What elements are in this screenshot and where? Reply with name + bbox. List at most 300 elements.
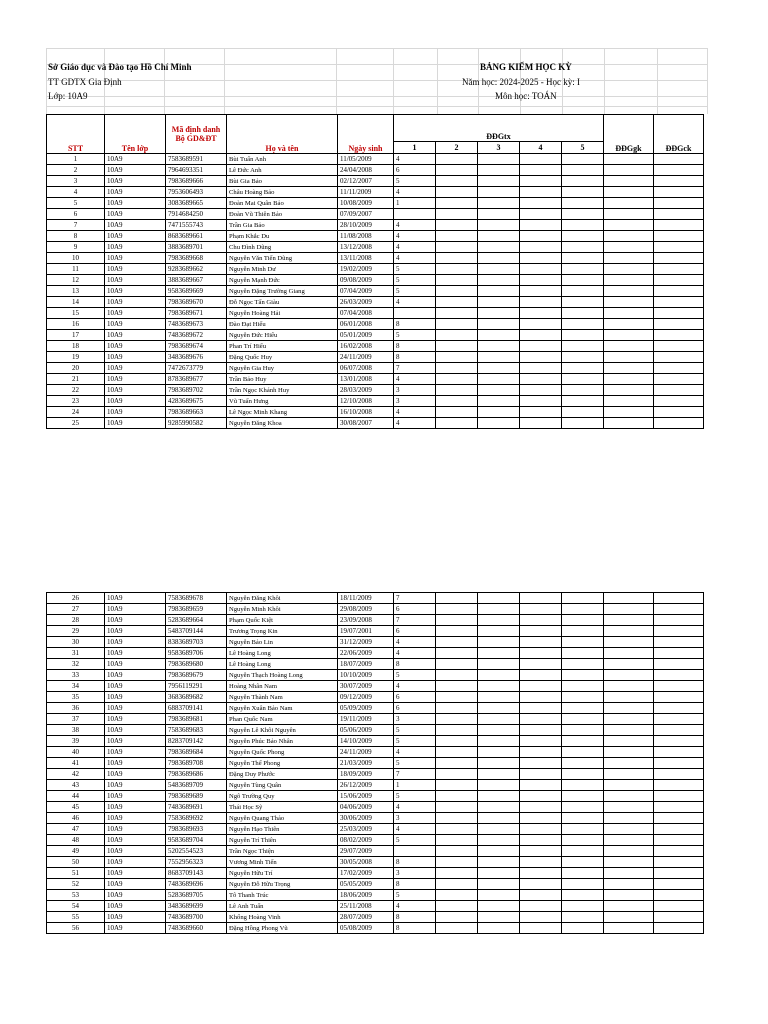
id-cell: 5283689705 (166, 890, 227, 901)
class-cell: 10A9 (105, 670, 166, 681)
ddgck-cell (654, 912, 704, 923)
id-cell: 7983689674 (166, 341, 227, 352)
score-3-cell (478, 154, 520, 165)
score-5-cell (562, 176, 604, 187)
score-1-cell: 4 (394, 681, 436, 692)
score-5-cell (562, 923, 604, 934)
stt-cell: 9 (47, 242, 105, 253)
dob-cell: 19/07/2001 (338, 626, 394, 637)
score-5-cell (562, 604, 604, 615)
score-2-cell (436, 374, 478, 385)
stt-cell: 38 (47, 725, 105, 736)
score-4-cell (520, 670, 562, 681)
name-cell: Nguyễn Gia Huy (227, 363, 338, 374)
score-1-cell: 7 (394, 363, 436, 374)
score-5-cell (562, 912, 604, 923)
name-cell: Chu Đình Dũng (227, 242, 338, 253)
score-1-cell: 5 (394, 176, 436, 187)
score-1-cell: 3 (394, 396, 436, 407)
ddggk-cell (604, 769, 654, 780)
score-2-cell (436, 341, 478, 352)
id-cell: 7983689670 (166, 297, 227, 308)
score-2-cell (436, 264, 478, 275)
stt-cell: 43 (47, 780, 105, 791)
score-1-cell: 8 (394, 341, 436, 352)
score-4-cell (520, 275, 562, 286)
score-3-cell (478, 912, 520, 923)
score-3-cell (478, 407, 520, 418)
stt-cell: 55 (47, 912, 105, 923)
score-5-cell (562, 802, 604, 813)
score-3-cell (478, 396, 520, 407)
dob-cell: 11/11/2009 (338, 187, 394, 198)
table-row (47, 879, 704, 890)
table-row (47, 330, 704, 341)
student-table-page-2 (46, 592, 704, 934)
score-5-cell (562, 846, 604, 857)
class-cell: 10A9 (105, 264, 166, 275)
score-4-cell (520, 824, 562, 835)
score-4-cell (520, 725, 562, 736)
class-cell: 10A9 (105, 637, 166, 648)
dob-cell: 02/12/2007 (338, 176, 394, 187)
score-4-cell (520, 176, 562, 187)
id-cell: 3483689699 (166, 901, 227, 912)
score-4-cell (520, 154, 562, 165)
ddggk-cell (604, 341, 654, 352)
score-1-cell: 3 (394, 868, 436, 879)
id-cell: 4283689675 (166, 396, 227, 407)
dob-cell: 05/06/2009 (338, 725, 394, 736)
stt-cell: 46 (47, 813, 105, 824)
stt-cell: 4 (47, 187, 105, 198)
table-row (47, 736, 704, 747)
score-2-cell (436, 154, 478, 165)
name-cell: Phạm Quốc Kiệt (227, 615, 338, 626)
score-4-cell (520, 802, 562, 813)
subject-label: Môn học: TOÁN (495, 91, 557, 101)
name-cell: Đoàn Vũ Thiên Bảo (227, 209, 338, 220)
stt-cell: 52 (47, 879, 105, 890)
score-4-cell (520, 901, 562, 912)
sheet-gridlines (46, 48, 707, 114)
score-4-cell (520, 286, 562, 297)
score-1-cell (394, 209, 436, 220)
score-3-cell (478, 264, 520, 275)
dob-cell: 29/08/2009 (338, 604, 394, 615)
ddggk-cell (604, 681, 654, 692)
name-cell: Nguyễn Minh Khôi (227, 604, 338, 615)
score-1-cell: 1 (394, 780, 436, 791)
id-cell: 7983689668 (166, 253, 227, 264)
score-1-cell: 6 (394, 692, 436, 703)
ddgck-cell (654, 275, 704, 286)
score-2-cell (436, 681, 478, 692)
score-2-cell (436, 593, 478, 604)
ddgck-cell (654, 165, 704, 176)
ddggk-cell (604, 308, 654, 319)
dob-cell: 06/07/2008 (338, 363, 394, 374)
score-1-cell: 3 (394, 714, 436, 725)
dob-cell: 15/06/2009 (338, 791, 394, 802)
ddggk-cell (604, 418, 654, 429)
stt-cell: 39 (47, 736, 105, 747)
score-5-cell (562, 736, 604, 747)
score-2-cell (436, 330, 478, 341)
name-cell: Bùi Tuấn Anh (227, 154, 338, 165)
name-cell: Nguyễn Thạch Hoàng Long (227, 670, 338, 681)
score-2-cell (436, 385, 478, 396)
score-5-cell (562, 879, 604, 890)
ddggk-cell (604, 912, 654, 923)
table-row (47, 198, 704, 209)
center-name: TT GDTX Gia Định (48, 77, 122, 87)
score-4-cell (520, 330, 562, 341)
score-2-cell (436, 769, 478, 780)
ddggk-cell (604, 648, 654, 659)
table-row (47, 176, 704, 187)
name-cell: Tô Thanh Trúc (227, 890, 338, 901)
ddgck-cell (654, 769, 704, 780)
dob-cell: 30/07/2009 (338, 681, 394, 692)
score-1-cell: 4 (394, 242, 436, 253)
class-cell: 10A9 (105, 703, 166, 714)
table-row (47, 868, 704, 879)
score-1-cell: 5 (394, 286, 436, 297)
score-1-cell: 5 (394, 835, 436, 846)
score-5-cell (562, 396, 604, 407)
score-2-cell (436, 220, 478, 231)
score-1-cell: 5 (394, 330, 436, 341)
score-3-cell (478, 703, 520, 714)
table-row (47, 758, 704, 769)
score-2-cell (436, 418, 478, 429)
id-cell: 7583689683 (166, 725, 227, 736)
score-4-cell (520, 747, 562, 758)
table-row (47, 901, 704, 912)
score-4-cell (520, 857, 562, 868)
score-2-cell (436, 165, 478, 176)
score-5-cell (562, 659, 604, 670)
name-cell: Nguyễn Phúc Bảo Nhân (227, 736, 338, 747)
dob-cell: 28/07/2009 (338, 912, 394, 923)
score-5-cell (562, 308, 604, 319)
table-row (47, 725, 704, 736)
id-cell: 6883709141 (166, 703, 227, 714)
school-year: Năm học: 2024-2025 - Học kỳ: I (462, 77, 580, 87)
score-1-cell: 4 (394, 637, 436, 648)
score-4-cell (520, 209, 562, 220)
class-cell: 10A9 (105, 615, 166, 626)
ddgck-cell (654, 242, 704, 253)
score-5-cell (562, 703, 604, 714)
ddggk-cell (604, 385, 654, 396)
col-ddgtx: ĐĐGtx (394, 115, 604, 142)
score-3-cell (478, 769, 520, 780)
score-3-cell (478, 385, 520, 396)
ddggk-cell (604, 297, 654, 308)
score-4-cell (520, 714, 562, 725)
table-row (47, 220, 704, 231)
id-cell: 7483689673 (166, 319, 227, 330)
table-row (47, 824, 704, 835)
stt-cell: 12 (47, 275, 105, 286)
stt-cell: 10 (47, 253, 105, 264)
score-4-cell (520, 835, 562, 846)
score-2-cell (436, 231, 478, 242)
score-3-cell (478, 835, 520, 846)
table-row (47, 923, 704, 934)
score-2-cell (436, 923, 478, 934)
score-3-cell (478, 637, 520, 648)
stt-cell: 47 (47, 824, 105, 835)
dob-cell: 28/03/2009 (338, 385, 394, 396)
name-cell: Nguyễn Thành Nam (227, 692, 338, 703)
class-cell: 10A9 (105, 154, 166, 165)
score-5-cell (562, 264, 604, 275)
score-5-cell (562, 615, 604, 626)
table-row (47, 604, 704, 615)
stt-cell: 15 (47, 308, 105, 319)
score-5-cell (562, 286, 604, 297)
name-cell: Nguyễn Hạo Thiên (227, 824, 338, 835)
stt-cell: 17 (47, 330, 105, 341)
ddgck-cell (654, 319, 704, 330)
table-row (47, 593, 704, 604)
table-row (47, 780, 704, 791)
score-1-cell: 5 (394, 264, 436, 275)
score-1-cell: 4 (394, 648, 436, 659)
score-5-cell (562, 780, 604, 791)
name-cell: Nguyễn Đăng Khoa (227, 418, 338, 429)
dob-cell: 10/10/2009 (338, 670, 394, 681)
ddggk-cell (604, 890, 654, 901)
ddggk-cell (604, 275, 654, 286)
ddgck-cell (654, 407, 704, 418)
id-cell: 9583689704 (166, 835, 227, 846)
table-row (47, 692, 704, 703)
stt-cell: 31 (47, 648, 105, 659)
score-3-cell (478, 231, 520, 242)
score-5-cell (562, 835, 604, 846)
score-3-cell (478, 253, 520, 264)
name-cell: Nguyễn Đăng Khôi (227, 593, 338, 604)
table-row (47, 187, 704, 198)
class-cell: 10A9 (105, 802, 166, 813)
ddgck-cell (654, 352, 704, 363)
name-cell: Nguyễn Trí Thiên (227, 835, 338, 846)
score-4-cell (520, 615, 562, 626)
dob-cell: 29/07/2009 (338, 846, 394, 857)
stt-cell: 3 (47, 176, 105, 187)
name-cell: Phan Quốc Nam (227, 714, 338, 725)
ddgck-cell (654, 923, 704, 934)
dob-cell: 05/01/2009 (338, 330, 394, 341)
score-3-cell (478, 352, 520, 363)
name-cell: Lê Ngọc Minh Khang (227, 407, 338, 418)
score-1-cell: 4 (394, 802, 436, 813)
table-row (47, 407, 704, 418)
score-4-cell (520, 681, 562, 692)
score-5-cell (562, 725, 604, 736)
score-4-cell (520, 736, 562, 747)
ddggk-cell (604, 802, 654, 813)
score-3-cell (478, 363, 520, 374)
score-1-cell: 4 (394, 901, 436, 912)
ddggk-cell (604, 725, 654, 736)
score-4-cell (520, 319, 562, 330)
class-cell: 10A9 (105, 407, 166, 418)
dob-cell: 17/02/2009 (338, 868, 394, 879)
score-1-cell: 4 (394, 154, 436, 165)
score-5-cell (562, 242, 604, 253)
name-cell: Nguyễn Quang Thảo (227, 813, 338, 824)
stt-cell: 5 (47, 198, 105, 209)
score-3-cell (478, 308, 520, 319)
table-row (47, 275, 704, 286)
score-2-cell (436, 857, 478, 868)
name-cell: Lê Hoàng Long (227, 659, 338, 670)
score-2-cell (436, 725, 478, 736)
score-4-cell (520, 648, 562, 659)
ddgck-cell (654, 659, 704, 670)
dob-cell: 07/04/2009 (338, 286, 394, 297)
ddggk-cell (604, 626, 654, 637)
id-cell: 7483689700 (166, 912, 227, 923)
dob-cell: 05/05/2009 (338, 879, 394, 890)
score-5-cell (562, 692, 604, 703)
class-cell: 10A9 (105, 275, 166, 286)
score-3-cell (478, 879, 520, 890)
ddgck-cell (654, 615, 704, 626)
class-cell: 10A9 (105, 209, 166, 220)
score-4-cell (520, 626, 562, 637)
score-2-cell (436, 253, 478, 264)
score-4-cell (520, 692, 562, 703)
id-cell: 3083689665 (166, 198, 227, 209)
score-3-cell (478, 791, 520, 802)
table-row (47, 352, 704, 363)
table-row (47, 835, 704, 846)
id-cell: 7983689686 (166, 769, 227, 780)
col-stt: STT (47, 115, 105, 154)
score-1-cell: 5 (394, 725, 436, 736)
table-row (47, 253, 704, 264)
class-cell: 10A9 (105, 890, 166, 901)
score-2-cell (436, 187, 478, 198)
score-4-cell (520, 165, 562, 176)
score-2-cell (436, 791, 478, 802)
score-2-cell (436, 714, 478, 725)
score-3-cell (478, 868, 520, 879)
id-cell: 3683689682 (166, 692, 227, 703)
id-cell: 5283689664 (166, 615, 227, 626)
score-3-cell (478, 670, 520, 681)
table-row (47, 231, 704, 242)
ddggk-cell (604, 604, 654, 615)
score-5-cell (562, 297, 604, 308)
dob-cell: 10/08/2009 (338, 198, 394, 209)
score-4-cell (520, 813, 562, 824)
score-3-cell (478, 593, 520, 604)
ddgck-cell (654, 176, 704, 187)
stt-cell: 51 (47, 868, 105, 879)
score-3-cell (478, 890, 520, 901)
stt-cell: 36 (47, 703, 105, 714)
ddggk-cell (604, 319, 654, 330)
score-1-cell: 5 (394, 758, 436, 769)
id-cell: 9583689669 (166, 286, 227, 297)
score-2-cell (436, 802, 478, 813)
id-cell: 7953606493 (166, 187, 227, 198)
dob-cell: 25/11/2008 (338, 901, 394, 912)
score-1-cell: 5 (394, 736, 436, 747)
ddgck-cell (654, 604, 704, 615)
score-5-cell (562, 758, 604, 769)
ddggk-cell (604, 264, 654, 275)
score-1-cell: 5 (394, 275, 436, 286)
score-5-cell (562, 165, 604, 176)
id-cell: 8683709143 (166, 868, 227, 879)
ddggk-cell (604, 659, 654, 670)
ddgck-cell (654, 846, 704, 857)
class-cell: 10A9 (105, 813, 166, 824)
table-row (47, 747, 704, 758)
class-cell: 10A9 (105, 758, 166, 769)
id-cell: 7983689693 (166, 824, 227, 835)
stt-cell: 27 (47, 604, 105, 615)
score-4-cell (520, 604, 562, 615)
ddgck-cell (654, 670, 704, 681)
class-cell: 10A9 (105, 692, 166, 703)
ddgck-cell (654, 868, 704, 879)
id-cell: 5483689709 (166, 780, 227, 791)
score-3-cell (478, 747, 520, 758)
dob-cell: 09/12/2009 (338, 692, 394, 703)
ddgck-cell (654, 396, 704, 407)
stt-cell: 21 (47, 374, 105, 385)
ddgck-cell (654, 813, 704, 824)
name-cell: Trần Bảo Huy (227, 374, 338, 385)
class-cell: 10A9 (105, 352, 166, 363)
score-4-cell (520, 341, 562, 352)
score-5-cell (562, 791, 604, 802)
score-2-cell (436, 758, 478, 769)
class-cell: 10A9 (105, 176, 166, 187)
score-2-cell (436, 736, 478, 747)
col-dob: Ngày sinh (338, 115, 394, 154)
class-cell: 10A9 (105, 286, 166, 297)
stt-cell: 19 (47, 352, 105, 363)
ddggk-cell (604, 593, 654, 604)
class-cell: 10A9 (105, 319, 166, 330)
class-cell: 10A9 (105, 868, 166, 879)
id-cell: 3483689676 (166, 352, 227, 363)
score-5-cell (562, 670, 604, 681)
score-2-cell (436, 912, 478, 923)
stt-cell: 22 (47, 385, 105, 396)
ddggk-cell (604, 703, 654, 714)
score-5-cell (562, 890, 604, 901)
ddgck-cell (654, 637, 704, 648)
class-cell: 10A9 (105, 846, 166, 857)
table-row (47, 703, 704, 714)
table-row (47, 341, 704, 352)
dob-cell: 11/08/2008 (338, 231, 394, 242)
col-ddgtx-4: 4 (520, 142, 562, 154)
name-cell: Lê Hoàng Long (227, 648, 338, 659)
ddggk-cell (604, 758, 654, 769)
